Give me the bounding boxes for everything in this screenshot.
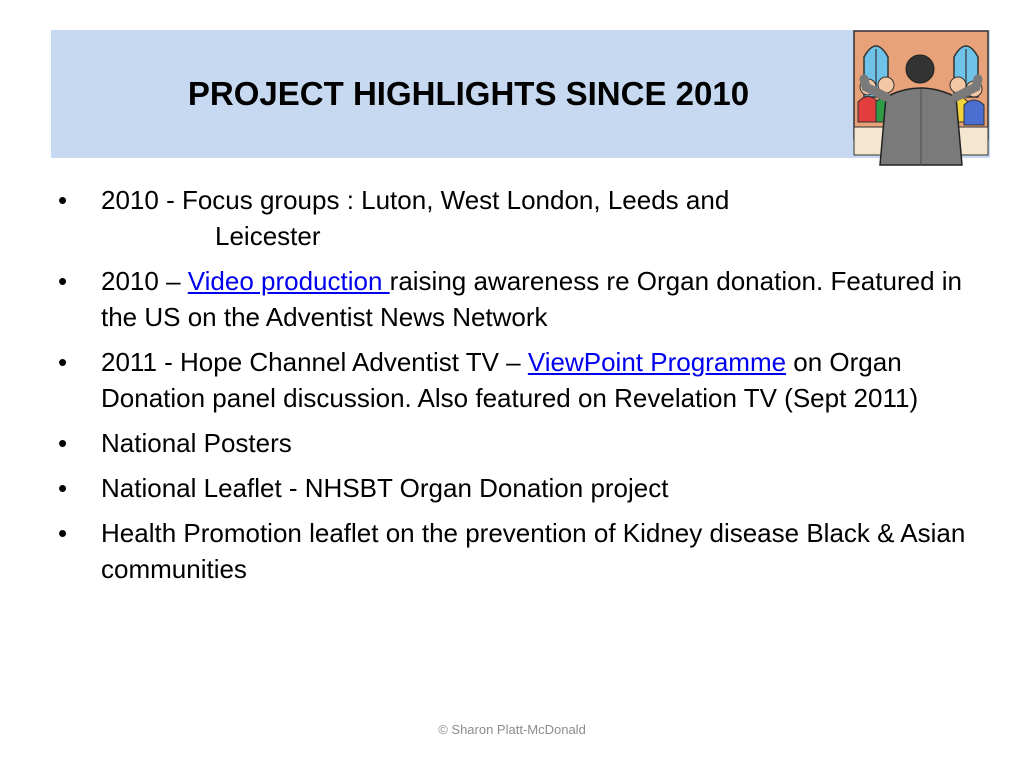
list-item	[58, 425, 988, 461]
video-production-link[interactable]: Video production	[187, 266, 390, 296]
bullet-icon: •	[58, 473, 68, 503]
bullet-icon: •	[58, 518, 68, 548]
preacher-clipart-icon	[846, 27, 996, 169]
copyright-footer: © Sharon Platt-McDonald	[438, 722, 586, 737]
bullet-text: Health Promotion leaflet on the prevention of Kidney disease Black & Asian communities	[101, 518, 966, 584]
bullet-icon: •	[58, 266, 68, 296]
highlights-list	[58, 182, 988, 596]
bullet-icon: •	[58, 185, 68, 215]
bullet-text: 2010 - Focus groups : Luton, West London, Leeds and	[101, 185, 730, 215]
list-item	[58, 263, 988, 335]
viewpoint-programme-link[interactable]: ViewPoint Programme	[527, 347, 787, 377]
list-item	[58, 344, 988, 416]
list-item	[58, 470, 988, 506]
bullet-text: National Leaflet - NHSBT Organ Donation project	[101, 473, 669, 503]
bullet-icon: •	[58, 428, 68, 458]
list-item	[58, 515, 988, 587]
slide-title: PROJECT HIGHLIGHTS SINCE 2010	[187, 75, 750, 112]
bullet-text: National Posters	[101, 428, 292, 458]
bullet-icon: •	[58, 347, 68, 377]
bullet-suffix: raising awareness re Organ donation. Featured in the US on the Adventist News Network	[101, 266, 962, 332]
bullet-prefix: 2010 –	[101, 266, 188, 296]
list-item	[58, 182, 988, 254]
bullet-suffix: on Organ Donation panel discussion. Also featured on Revelation TV (Sept 2011)	[101, 347, 919, 413]
bullet-text-continuation: Leicester	[215, 221, 321, 251]
bullet-prefix: 2011 - Hope Channel Adventist TV –	[101, 347, 528, 377]
